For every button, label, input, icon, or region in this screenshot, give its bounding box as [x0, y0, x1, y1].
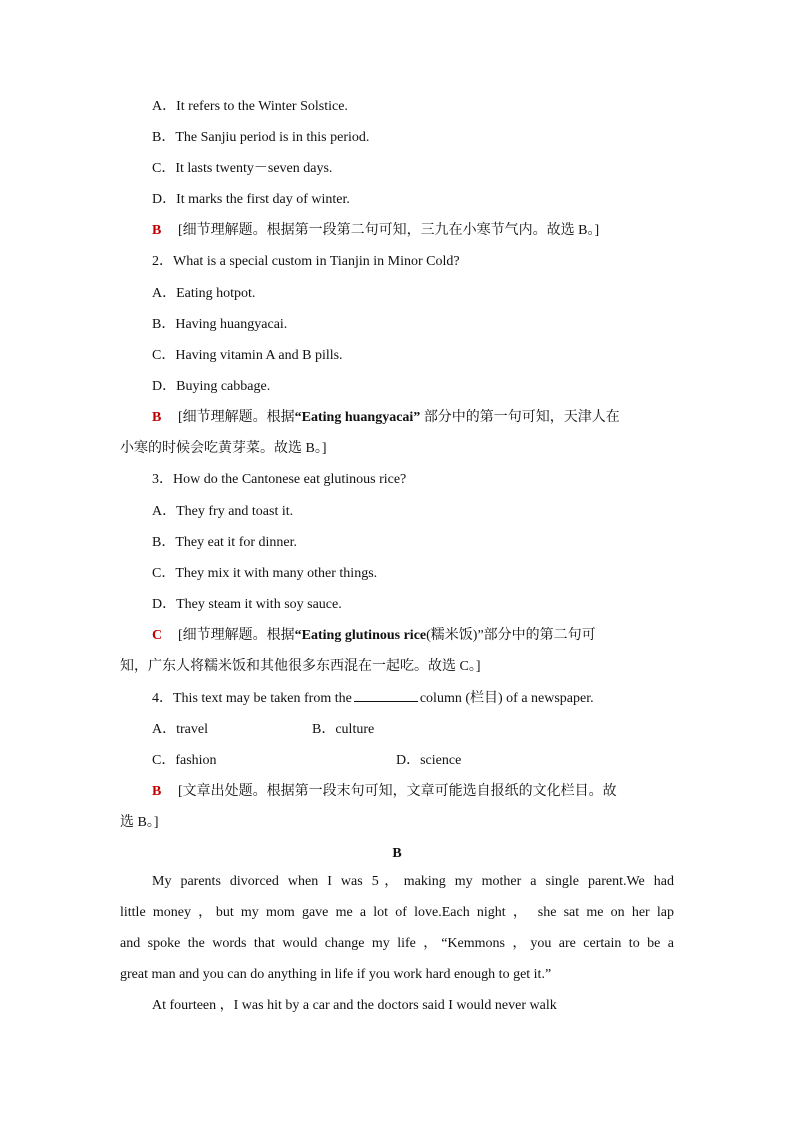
q2-answer-continued: 小寒的时候会吃黄芽菜。故选 B。] — [120, 441, 327, 456]
q4-question — [0, 684, 794, 714]
q4-answer-text: [文章出处题。根据第一段末句可知，文章可能选自报纸的文化栏目。故 — [178, 784, 617, 799]
passage-paragraph-2: At fourteen ，I was hit by a car and the doctors said I would never walk — [152, 998, 557, 1013]
q2-option-c: C．Having vitamin A and B pills. — [152, 348, 343, 363]
q4-option-b: B．culture — [312, 722, 375, 737]
q4-options-row-2 — [0, 746, 794, 776]
q2-option-b: B．Having huangyacai. — [152, 317, 288, 332]
passage-line-4: great man and you can do anything in life if you work hard enough to get it.” — [120, 967, 552, 982]
q3-option-c: C．They mix it with many other things. — [152, 566, 378, 581]
q3-answer-post: (糯米饭)”部分中的第二句可 — [426, 628, 596, 643]
q4-answer — [0, 777, 794, 807]
q1-option-d: D．It marks the first day of winter. — [152, 192, 350, 207]
q3-answer-continued: 知，广东人将糯米饭和其他很多东西混在一起吃。故选 C。] — [120, 659, 481, 674]
passage-line-2: little money ，but my mom gave me a lot of love.Each night ， she sat me on her lap — [120, 905, 674, 920]
q4-option-c: C．fashion — [152, 753, 217, 768]
q3-option-b: B．They eat it for dinner. — [152, 535, 298, 550]
q2-question: 2．What is a special custom in Tianjin in Minor Cold? — [152, 254, 460, 269]
q2-answer-post: 部分中的第一句可知，天津人在 — [420, 410, 620, 425]
q2-option-a: A．Eating hotpot. — [152, 286, 256, 301]
q1-answer-text: [细节理解题。根据第一段第二句可知，三九在小寒节气内。故选 B。] — [178, 223, 600, 238]
section-title: B — [392, 846, 402, 861]
q1-option-b: B．The Sanjiu period is in this period. — [152, 130, 370, 145]
q4-options-row-1 — [0, 715, 794, 745]
q1-answer — [0, 216, 794, 246]
q2-answer-pre: [细节理解题。根据 — [178, 410, 295, 425]
q2-answer — [0, 403, 794, 433]
q2-option-d: D．Buying cabbage. — [152, 379, 271, 394]
q4-option-d: D．science — [396, 753, 462, 768]
q3-answer-key: C — [152, 628, 163, 643]
q4-option-a: A．travel — [152, 722, 208, 737]
q3-question: 3．How do the Cantonese eat glutinous rice? — [152, 472, 407, 487]
q1-option-a: A．It refers to the Winter Solstice. — [152, 99, 348, 114]
q3-option-d: D．They steam it with soy sauce. — [152, 597, 342, 612]
passage-line-3: and spoke the words that would change my life ，“Kemmons ，you are certain to be a — [120, 936, 674, 951]
q1-option-c: C．It lasts twenty－seven days. — [152, 161, 333, 176]
q1-answer-key: B — [152, 223, 162, 238]
q4-question-pre: 4．This text may be taken from the — [152, 691, 352, 706]
q2-answer-bold: “Eating huangyacai” — [294, 410, 421, 425]
q3-answer-bold: “Eating glutinous rice — [294, 628, 427, 643]
q3-answer-pre: [细节理解题。根据 — [178, 628, 295, 643]
q2-answer-key: B — [152, 410, 162, 425]
q4-blank — [354, 687, 418, 702]
q3-answer — [0, 621, 794, 651]
q4-answer-key: B — [152, 784, 162, 799]
passage-line-1: My parents divorced when I was 5，making my mother a single parent.We had — [152, 874, 674, 889]
q4-answer-continued: 选 B。] — [120, 815, 159, 830]
q3-option-a: A．They fry and toast it. — [152, 504, 294, 519]
q4-question-post: column (栏目) of a newspaper. — [419, 691, 594, 706]
